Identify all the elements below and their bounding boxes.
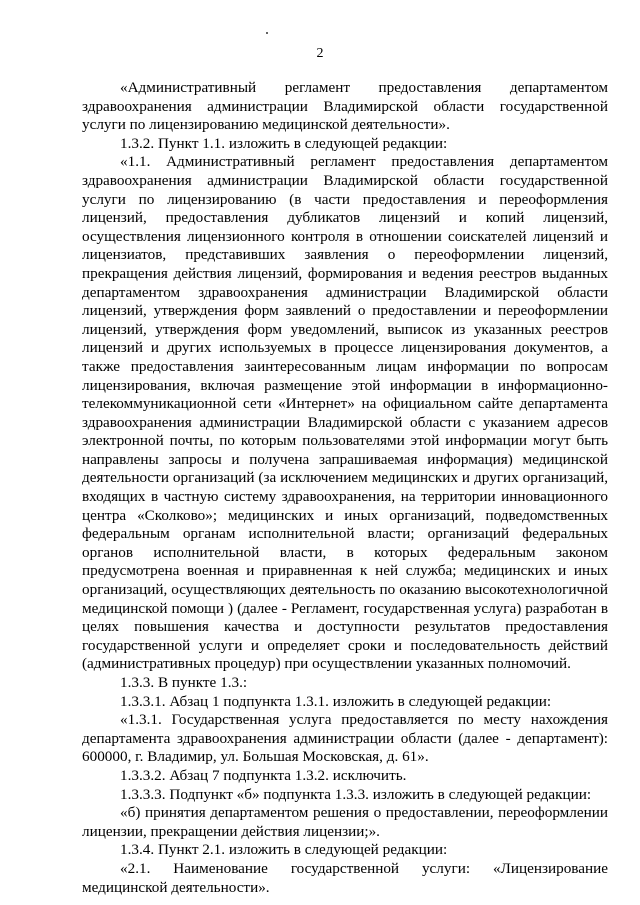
- paragraph-item-1-3-3-2: 1.3.3.2. Абзац 7 подпункта 1.3.2. исключить.: [120, 766, 407, 784]
- paragraph-item-1-1-text: «1.1. Административный регламент предоставления департаментом здравоохранения администрации Владимирской области государственной услуги по лицензированию (в части предоставления и переоформления лицензий, предоставления дубликатов лицензий и копий лицензий, осуществления лицензионного контроля в отношении соискателей лицензий и лицензиатов, представивших заявления о переоформлении лицензий, прекращения действия лицензий, формирования и ведения реестров выданных департаментом здравоохранения администрации Владимирской области лицензий, утверждения форм заявлений о предоставлении и переоформлении лицензий, утверждения форм уведомлений, выписок из указанных реестров лицензий и других используемых в процессе лицензирования документов, а также предоставления заинтересованным лицам информации по вопросам лицензирования, включая размещение этой информации в информационно-телекоммуникационной сети «Интернет» на официальном сайте департамента здравоохранения администрации Владимирской области с указанием адресов электронной почты, по которым пользователями этой информации могут быть направлены запросы и получена запрашиваемая информация) медицинской деятельности организаций (за исключением медицинских и других организаций, входящих в частную систему здравоохранения, на территории инновационного центра «Сколково»; медицинских и иных организаций, подведомственных федеральным органам исполнительной власти; организаций федеральных органов исполнительной власти, в которых федеральным законом предусмотрена военная и приравненная к ней служба; медицинских и иных организаций, осуществляющих деятельность по оказанию высокотехнологичной медицинской помощи ) (далее - Регламент, государственная услуга) разработан в целях повышения качества и доступности результатов предоставления государственной услуги и определяет сроки и последовательность действий (административных процедур) при осуществлении указанных полномочий.: [82, 153, 608, 673]
- paragraph-item-1-3-3: 1.3.3. В пункте 1.3.:: [120, 674, 248, 691]
- document-body: [82, 79, 608, 897]
- paragraph-subitem-b-text: «б) принятия департаментом решения о предоставлении, переоформлении лицензии, прекращении действия лицензии;».: [82, 804, 608, 840]
- paragraph-item-1-3-3-1: 1.3.3.1. Абзац 1 подпункта 1.3.1. изложить в следующей редакции:: [120, 692, 552, 710]
- paragraph-item-1-3-4: 1.3.4. Пункт 2.1. изложить в следующей редакции:: [120, 841, 448, 859]
- scan-speck: [266, 32, 268, 34]
- paragraph-item-1-3-1-text: «1.3.1. Государственная услуга предоставляется по месту нахождения департамента здравоохранения администрации области (далее - департамент): 600000, г. Владимир, ул. Большая Московская, д. 61».: [82, 711, 608, 766]
- paragraph-item-1-3-3-3: 1.3.3.3. Подпункт «б» подпункта 1.3.3. изложить в следующей редакции:: [120, 785, 592, 803]
- paragraph-item-1-3-2: 1.3.2. Пункт 1.1. изложить в следующей редакции:: [120, 134, 448, 152]
- paragraph-item-2-1-text: «2.1. Наименование государственной услуги: «Лицензирование медицинской деятельности».: [82, 859, 608, 896]
- paragraph-regulation-title: «Административный регламент предоставления департаментом здравоохранения администрации Владимирской области государственной услуги по лицензированию медицинской деятельности».: [82, 79, 608, 134]
- page-number: 2: [316, 46, 324, 61]
